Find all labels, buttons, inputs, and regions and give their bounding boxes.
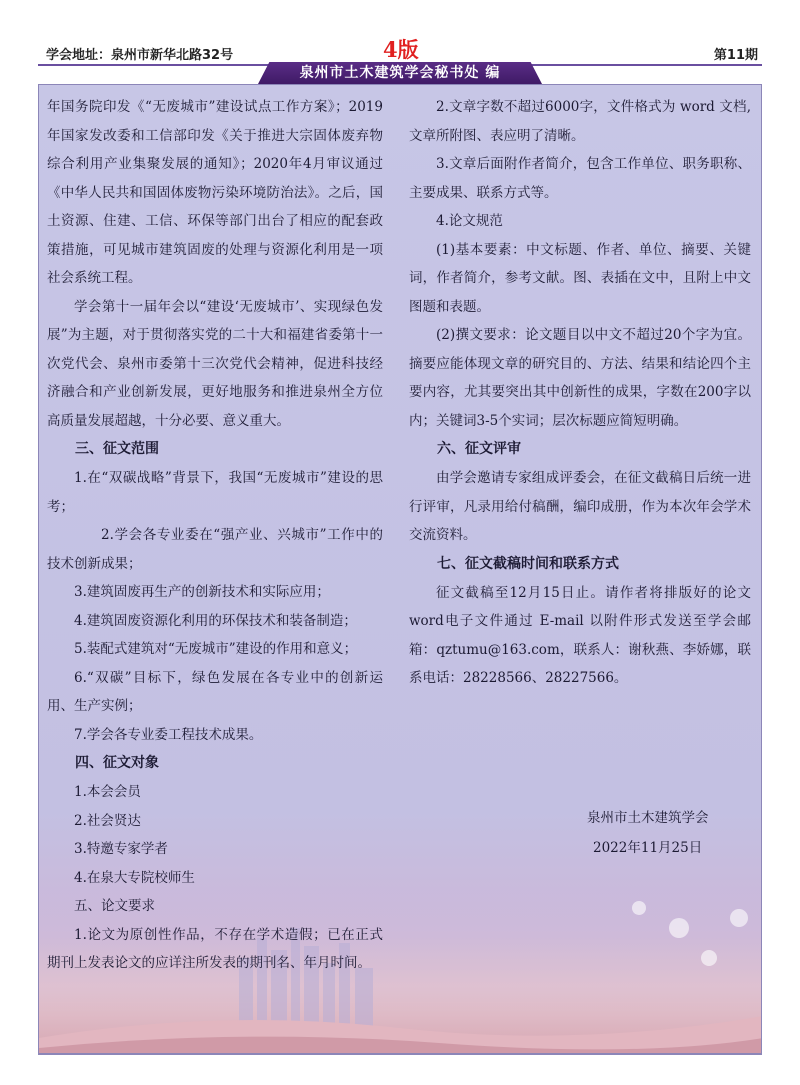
- s5-item-4-1: (1)基本要素：中文标题、作者、单位、摘要、关键词，作者简介，参考文献。图、表插在文中，且附上中文图题和表题。: [409, 241, 751, 315]
- s5-item-3: 3.文章后面附作者简介，包含工作单位、职务职称、主要成果、联系方式等。: [409, 156, 751, 201]
- s7-paragraph: 征文截稿至12月15日止。请作者将排版好的论文word电子文件通过 E-mail 以附件形式发送至学会邮箱：qztumu@163.com，联系人：谢秋燕、李娇娜，联系电话：28228566、28227566。: [409, 584, 751, 686]
- s3-item-4: 4.建筑固废资源化利用的环保技术和装备制造；: [74, 612, 357, 629]
- intro-paragraph-1: 年国务院印发《“无废城市”建设试点工作方案》；2019年国家发改委和工信部印发《关于推进大宗固体废弃物综合利用产业集聚发展的通知》；2020年4月审议通过《中华人民共和国固体废物污染环境防治法》。之后，国土资源、住建、工信、环保等部门出台了相应的配套政策措施，可见城市建筑固废的处理与资源化利用是一项社会系统工程。: [47, 99, 383, 286]
- right-column: [409, 93, 751, 693]
- section-4-heading: 四、征文对象: [75, 755, 159, 771]
- edition-label: 4版: [383, 37, 419, 62]
- s3-item-5: 5.装配式建筑对“无废城市”建设的作用和意义；: [74, 641, 358, 657]
- ribbon-title: 泉州市土木建筑学会秘书处 编: [299, 65, 501, 81]
- s5-item-4: 4.论文规范: [436, 213, 503, 229]
- s5-item-2: 2.文章字数不超过6000字，文件格式为 word 文档,文章所附图、表应明了清晰。: [409, 99, 751, 144]
- s5-item-1: 1.论文为原创性作品，不存在学术造假；已在正式期刊上发表论文的应详注所发表的期刊名、年月时间。: [47, 926, 383, 971]
- intro-paragraph-2: 学会第十一届年会以“建设‘无废城市’、实现绿色发展”为主题，对于贯彻落实党的二十大和福建省委第十一次党代会、泉州市委第十三次党代会精神，促进科技经济融合和产业创新发展，更好地服务和推进泉州全方位高质量发展超越，十分必要、意义重大。: [47, 298, 383, 429]
- left-column: [47, 93, 383, 978]
- s3-item-3: 3.建筑固废再生产的创新技术和实际应用；: [74, 584, 330, 600]
- s3-item-2: 2.学会各专业委在“强产业、兴城市”工作中的技术创新成果；: [47, 527, 383, 572]
- header-address: 学会地址：泉州市新华北路32号: [46, 48, 234, 63]
- signature-block: [587, 803, 709, 863]
- signature-org: 泉州市土木建筑学会: [587, 810, 709, 826]
- page-header: [0, 0, 800, 66]
- issue-number: 第11期: [713, 48, 758, 63]
- s4-item-3: 3.特邀专家学者: [74, 841, 168, 857]
- section-3-heading: 三、征文范围: [75, 441, 159, 457]
- section-6-heading: 六、征文评审: [437, 441, 521, 457]
- s4-item-4: 4.在泉大专院校师生: [74, 869, 195, 886]
- s3-item-7: 7.学会各专业委工程技术成果。: [74, 726, 263, 743]
- signature-date: 2022年11月25日: [593, 840, 703, 856]
- section-5-heading: 五、论文要求: [74, 898, 155, 914]
- article-panel: [38, 84, 762, 1054]
- s4-item-1: 1.本会会员: [74, 784, 141, 800]
- s3-item-1: 1.在“双碳战略”背景下，我国“无废城市”建设的思考；: [47, 470, 383, 515]
- bottom-rule: [38, 1054, 762, 1055]
- s6-paragraph: 由学会邀请专家组成评委会，在征文截稿日后统一进行评审，凡录用给付稿酬，编印成册，作为本次年会学术交流资料。: [409, 470, 751, 543]
- s4-item-2: 2.社会贤达: [74, 812, 141, 829]
- s3-item-6: 6.“双碳”目标下，绿色发展在各专业中的创新运用、生产实例；: [47, 669, 383, 714]
- s5-item-4-2: (2)撰文要求：论文题目以中文不超过20个字为宜。摘要应能体现文章的研究目的、方法、结果和结论四个主要内容，尤其要突出其中创新性的成果，字数在200字以内；关键词3-5个实词；层次标题应简短明确。: [409, 327, 751, 429]
- section-7-heading: 七、征文截稿时间和联系方式: [437, 555, 619, 572]
